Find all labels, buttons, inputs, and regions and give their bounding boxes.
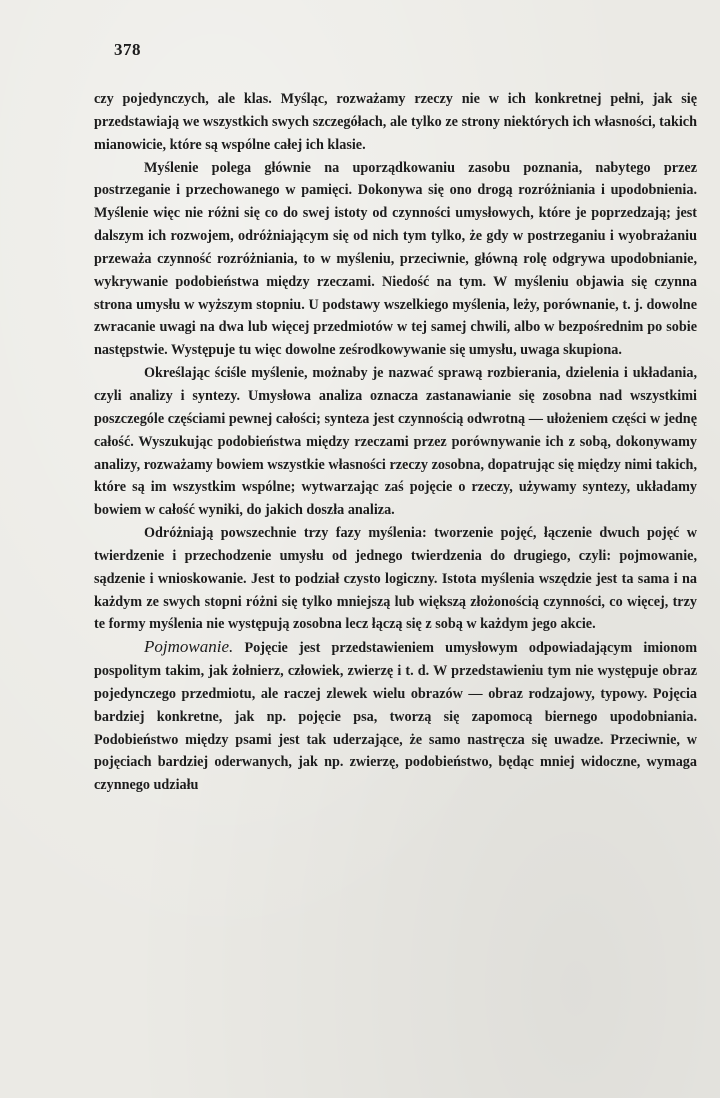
paragraph-5-text: Pojęcie jest przedstawieniem umysłowym odpowiadającym imionom pospolitym takim, jak żołnierz, człowiek, zwierzę i t. d. W przedstawieniu tym nie występuje obraz pojedynczego przedmiotu, ale raczej zlewek wielu obrazów — obraz rodzajowy, typowy. Pojęcia bardziej konkretne, jak np. pojęcie psa, tworzą się zapomocą biernego upodobniania. Podobieństwo między psami jest tak uderzające, że samo nastręcza się uwadze. Przeciwnie, w pojęciach bardziej oderwanych, jak np. zwierzę, podobieństwo, będąc mniej widoczne, wymaga czynnego udziału <box>94 640 698 794</box>
paragraph-5 <box>94 636 697 797</box>
paragraph-2: Myślenie polega głównie na uporządkowaniu zasobu poznania, nabytego przez postrzeganie i przechowanego w pamięci. Dokonywa się ono drogą rozróżniania i upodobnienia. Myślenie więc nie różni się co do swej istoty od czynności umysłowych, które je poprzedzają; jest dalszym ich rozwojem, odróżniającym się od nich tym tylko, że gdy w postrzeganiu i wyobrażaniu przeważa czynność rozróżniania, to w myśleniu, przeciwnie, główną rolę odgrywa upodobnianie, wykrywanie podobieństwa między rzeczami. Niedość na tym. W myśleniu objawia się czynna strona umysłu w wyższym stopniu. U podstawy wszelkiego myślenia, leży, porównanie, t. j. dowolne zwracanie uwagi na dwa lub więcej przedmiotów w tej samej chwili, albo w bezpośrednim po sobie następstwie. Występuje tu więc dowolne ześrodkowywanie się umysłu, uwaga skupiona. <box>94 159 697 359</box>
page-number: 378 <box>114 40 141 59</box>
section-heading: Pojmowanie. <box>144 637 234 657</box>
body-text <box>94 88 697 797</box>
paragraph-3: Określając ściśle myślenie, możnaby je nazwać sprawą rozbierania, dzielenia i układania, czyli analizy i syntezy. Umysłowa analiza oznacza zastanawianie się zosobna nad wszystkimi poszczególe częściami pewnej całości; synteza jest czynnością odwrotną — ułożeniem części w jednę całość. Wyszukując podobieństwa między rzeczami przez porównywanie ich z sobą, dokonywamy analizy, rozważamy bowiem wszystkie własności rzeczy zosobna, dopatrując się między nimi takich, które są im wszystkim wspólne; wytwarzając zaś pojęcie o rzeczy, używamy syntezy, układamy bowiem w całość wyniki, do jakich doszła analiza. <box>94 365 697 519</box>
paragraph-1: czy pojedynczych, ale klas. Myśląc, rozważamy rzeczy nie w ich konkretnej pełni, jak się przedstawiają we wszystkich swych szczegółach, ale tylko ze strony niektórych ich własności, takich mianowicie, które są wspólne całej ich klasie. <box>94 91 697 153</box>
paragraph-4: Odróżniają powszechnie trzy fazy myślenia: tworzenie pojęć, łączenie dwuch pojęć w twierdzenie i przechodzenie umysłu od jednego twierdzenia do drugiego, czyli: pojmowanie, sądzenie i wnioskowanie. Jest to podział czysto logiczny. Istota myślenia wszędzie jest ta sama i na każdym ze swych stopni różni się tylko mniejszą lub większą złożonością czynności, co więcej, trzy te formy myślenia nie występują zosobna lecz łączą się z sobą w każdym jego akcie. <box>94 525 697 633</box>
